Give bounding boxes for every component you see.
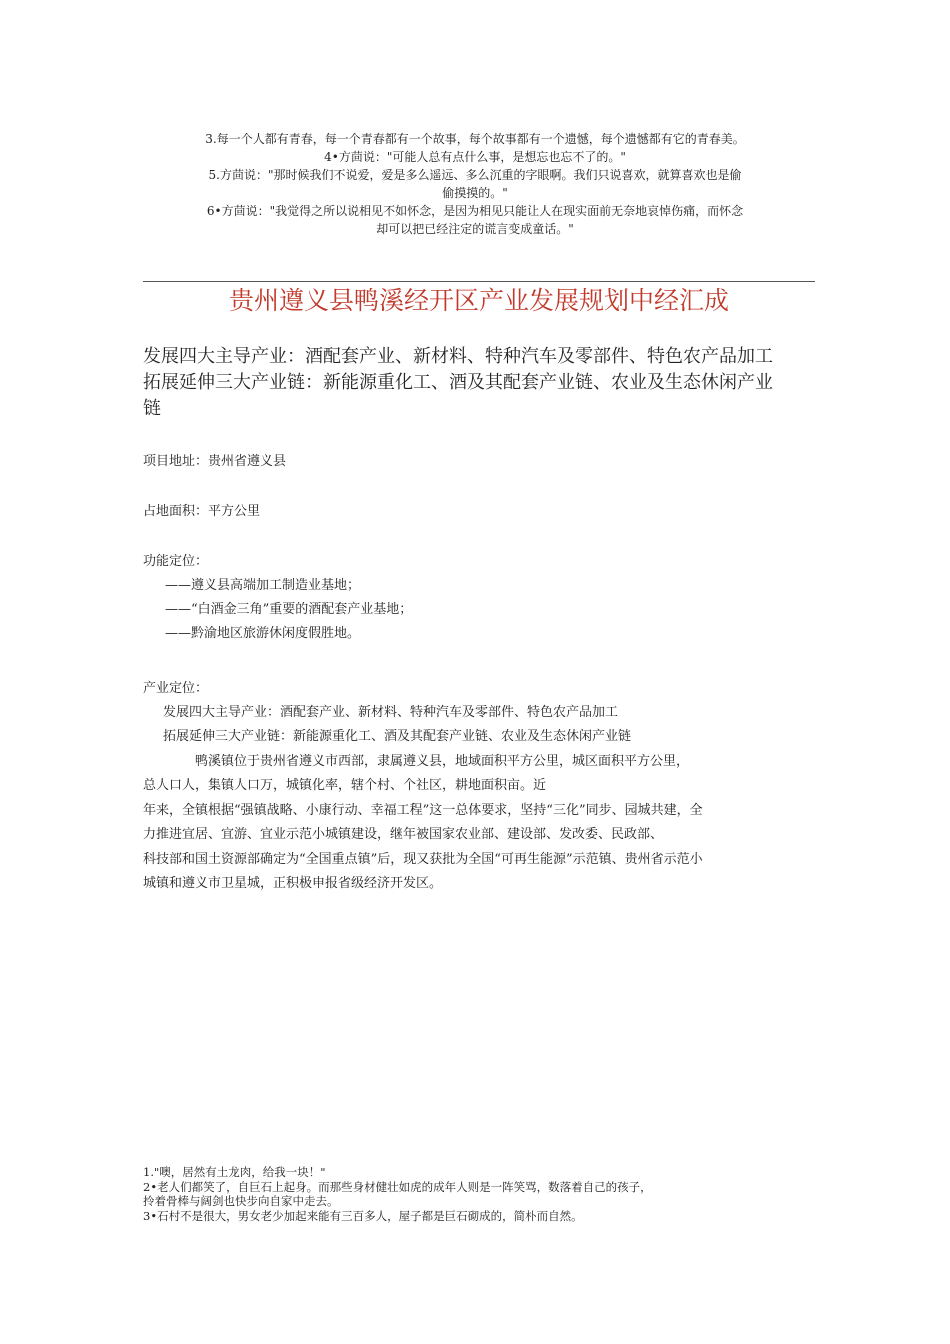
land-area: 占地面积：平方公里 <box>143 504 261 519</box>
function-item: ——遵义县高端加工制造业基地； <box>165 578 361 593</box>
top-quotes <box>140 130 810 238</box>
function-item: ——“白酒金三角”重要的酒配套产业基地； <box>165 602 413 617</box>
industry-item: 拓展延伸三大产业链：新能源重化工、酒及其配套产业链、农业及生态休闲产业链 <box>163 729 632 744</box>
body-line: 力推进宜居、宜游、宜业示范小城镇建设，继年被国家农业部、建设部、发改委、民政部、 <box>143 827 664 843</box>
industry-section <box>143 677 823 749</box>
body-line: 城镇和遵义市卫星城，正积极申报省级经济开发区。 <box>143 876 443 892</box>
body-line: 鸭溪镇位于贵州省遵义市西部，隶属遵义县，地域面积平方公里，城区面积平方公里， <box>195 754 690 769</box>
lead-paragraph <box>143 344 818 422</box>
quote-line: 偷摸摸的。" <box>442 186 508 200</box>
function-section <box>143 550 823 646</box>
quote-line: 却可以把已经注定的谎言变成童话。" <box>376 222 574 236</box>
lead-line: 发展四大主导产业：酒配套产业、新材料、特种汽车及零部件、特色农产品加工 <box>143 346 773 367</box>
body-line: 年来，全镇根据“强镇战略、小康行动、幸福工程”这一总体要求，坚持“三化”同步、园城共建，全 <box>143 802 703 818</box>
project-address: 项目地址：贵州省遵义县 <box>143 454 287 469</box>
body-line: 总人口人，集镇人口万，城镇化率，辖个村、个社区，耕地面积亩。近 <box>143 778 547 794</box>
quote-line: 3•石村不是很大，男女老少加起来能有三百多人，屋子都是巨石砌成的，简朴而自然。 <box>143 1208 583 1223</box>
quote-line: 1."噢，居然有土龙肉，给我一块！" <box>143 1165 326 1179</box>
body-paragraph <box>143 750 818 896</box>
body-line: 科技部和国土资源部确定为“全国重点镇”后，现又获批为全国“可再生能源”示范镇、贵州省示范小 <box>143 851 703 867</box>
quote-line: 3.每一个人都有青春，每一个青春都有一个故事，每个故事都有一个遗憾，每个遗憾都有它的青春美。 <box>205 132 745 146</box>
function-heading: 功能定位： <box>143 554 209 569</box>
quote-line: 6•方茴说："我觉得之所以说相见不如怀念，是因为相见只能让人在现实面前无奈地哀悼伤痛，而怀念 <box>206 204 744 218</box>
lead-line: 链 <box>143 398 161 419</box>
quote-line: 2•老人们都笑了，自巨石上起身。而那些身材健壮如虎的成年人则是一阵笑骂，数落着自己的孩子， <box>143 1179 652 1194</box>
quote-line: 5.方茴说："那时候我们不说爱，爱是多么遥远、多么沉重的字眼啊。我们只说喜欢，就算喜欢也是偷 <box>208 168 742 182</box>
industry-heading: 产业定位： <box>143 681 209 696</box>
bottom-quotes <box>143 1165 803 1223</box>
function-item: ——黔渝地区旅游休闲度假胜地。 <box>165 626 361 641</box>
title-divider <box>143 281 815 282</box>
quote-line: 拎着骨棒与阔剑也快步向自家中走去。 <box>143 1194 339 1208</box>
document-title: 贵州遵义县鸭溪经开区产业发展规划中经汇成 <box>228 286 729 315</box>
quote-line: 4•方茴说："可能人总有点什么事，是想忘也忘不了的。" <box>324 150 626 164</box>
industry-item: 发展四大主导产业：酒配套产业、新材料、特种汽车及零部件、特色农产品加工 <box>163 705 619 720</box>
lead-line: 拓展延伸三大产业链：新能源重化工、酒及其配套产业链、农业及生态休闲产业 <box>143 372 773 393</box>
